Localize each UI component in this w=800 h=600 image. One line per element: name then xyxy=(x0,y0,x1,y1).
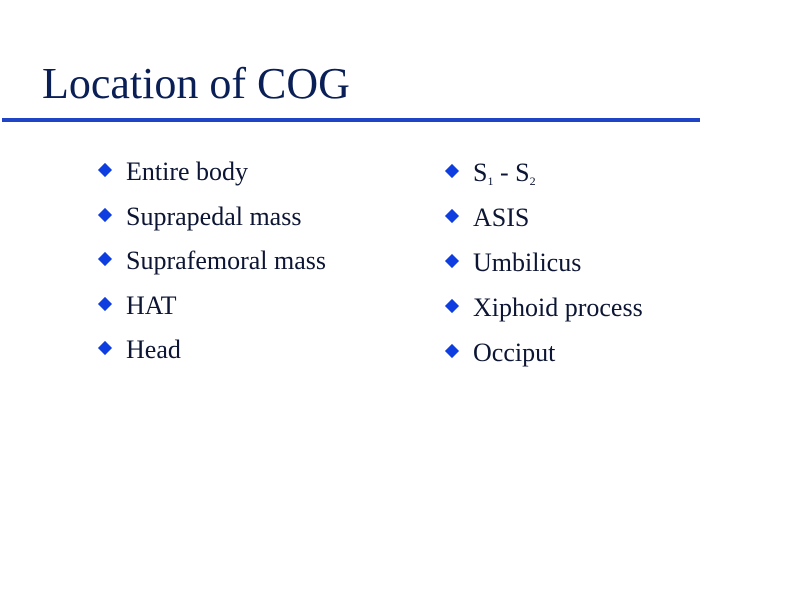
list-item-text: Head xyxy=(126,335,181,364)
diamond-bullet-icon xyxy=(98,207,112,221)
list-item-text: HAT xyxy=(126,290,177,320)
list-item-text: Suprapedal mass xyxy=(126,201,302,231)
slide-title: Location of COG xyxy=(42,59,350,108)
diamond-bullet-icon xyxy=(445,164,459,178)
list-item-text: ASIS xyxy=(473,203,530,232)
diamond-bullet-icon xyxy=(98,163,112,177)
sacral-subscript-2: 2 xyxy=(529,174,536,188)
diamond-bullet-icon xyxy=(445,209,459,223)
list-item-text: Occiput xyxy=(473,338,556,367)
sacral-subscript-1: 1 xyxy=(487,174,494,188)
list-item-text: Xiphoid process xyxy=(473,293,643,322)
diamond-bullet-icon xyxy=(98,252,112,266)
list-item-text: Entire body xyxy=(126,157,249,186)
diamond-bullet-icon xyxy=(445,299,459,313)
sacral-label-middle: - S xyxy=(493,158,530,187)
list-item-text: Umbilicus xyxy=(473,248,582,277)
diamond-bullet-icon xyxy=(98,296,112,310)
list-item-text xyxy=(473,157,536,189)
diamond-bullet-icon xyxy=(445,254,459,268)
diamond-bullet-icon xyxy=(445,344,459,358)
sacral-label-main: S xyxy=(473,158,488,187)
list-item-text: Suprafemoral mass xyxy=(126,246,327,275)
title-underline xyxy=(2,118,700,122)
diamond-bullet-icon xyxy=(98,341,112,355)
